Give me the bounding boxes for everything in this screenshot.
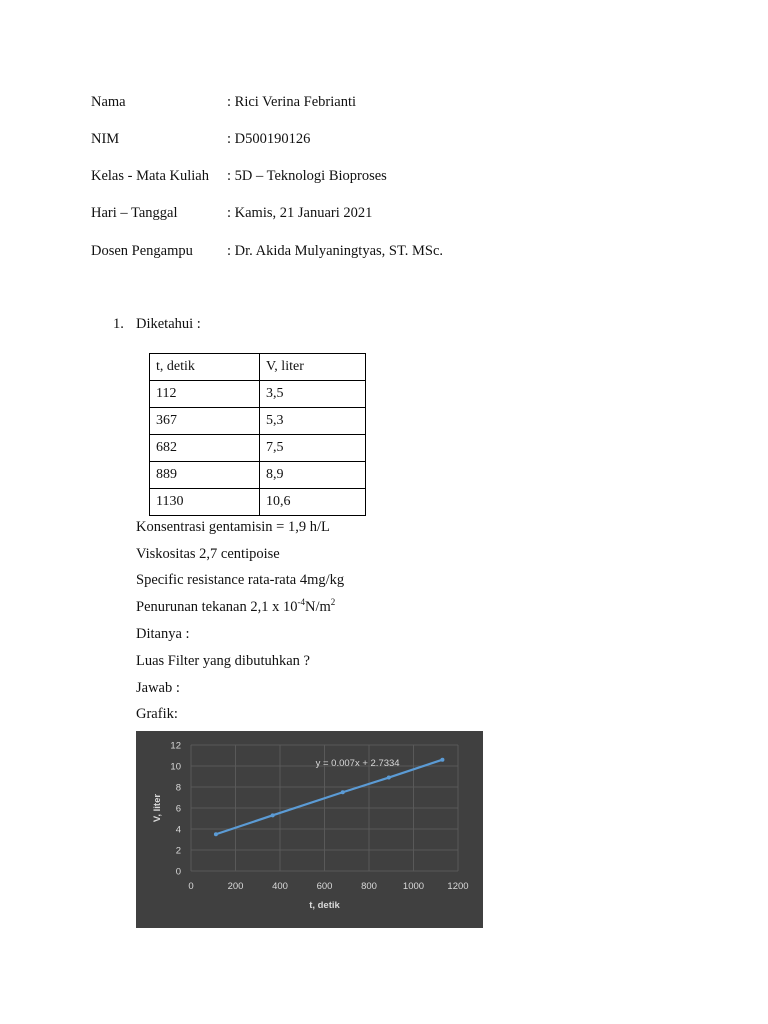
y-axis-title: V, liter: [152, 793, 163, 823]
specific-resistance-text: Specific resistance rata-rata 4mg/kg: [136, 572, 345, 588]
y-tick-label: 6: [175, 803, 181, 815]
table-header-row: [150, 354, 366, 381]
x-tick-label: 0: [188, 881, 194, 892]
info-label: Dosen Pengampu: [91, 243, 193, 259]
data-point: [214, 832, 218, 836]
series-line: [216, 757, 443, 835]
question-number: 1.: [113, 316, 124, 332]
table-cell: 3,5: [260, 381, 366, 408]
info-label: Hari – Tanggal: [91, 205, 178, 221]
x-tick-label: 1200: [447, 881, 469, 892]
jawab-text: Jawab :: [136, 680, 180, 696]
penurunan-unit: N/m: [304, 599, 331, 615]
grafik-text: Grafik:: [136, 706, 178, 722]
x-tick-label: 400: [272, 881, 288, 892]
data-point: [387, 776, 391, 780]
table-row: [150, 489, 366, 516]
info-value: : Dr. Akida Mulyaningtyas, ST. MSc.: [227, 243, 444, 259]
luas-filter-text: Luas Filter yang dibutuhkan ?: [136, 653, 310, 669]
trendline-equation: y = 0.007x + 2.7334: [315, 757, 400, 769]
table-cell: 682: [150, 435, 260, 462]
y-tick-label: 0: [175, 866, 181, 878]
info-value: : Rici Verina Febrianti: [227, 94, 356, 110]
info-label: Kelas - Mata Kuliah: [91, 168, 209, 184]
table-row: [150, 462, 366, 489]
chart-container: [136, 731, 483, 928]
penurunan-prefix: Penurunan tekanan 2,1 x 10: [136, 599, 298, 615]
table-cell: 8,9: [260, 462, 366, 489]
viskositas-text: Viskositas 2,7 centipoise: [136, 546, 280, 562]
x-tick-label: 200: [227, 881, 244, 892]
table-cell: 367: [150, 408, 260, 435]
table-cell: 10,6: [260, 489, 366, 516]
info-value: : D500190126: [227, 131, 311, 147]
data-point: [341, 790, 345, 794]
penurunan-unit-exponent: 2: [330, 597, 336, 608]
info-value: : 5D – Teknologi Bioproses: [227, 168, 387, 184]
table-cell: 112: [150, 381, 260, 408]
data-table: [149, 353, 366, 516]
table-cell: 7,5: [260, 435, 366, 462]
table-row: [150, 435, 366, 462]
y-tick-label: 10: [170, 761, 181, 773]
y-tick-label: 8: [175, 782, 181, 794]
x-tick-label: 800: [361, 881, 377, 892]
y-tick-label: 2: [175, 845, 181, 857]
ditanya-text: Ditanya :: [136, 626, 190, 642]
konsentrasi-text: Konsentrasi gentamisin = 1,9 h/L: [136, 519, 330, 535]
x-tick-label: 600: [316, 881, 333, 892]
info-value: : Kamis, 21 Januari 2021: [227, 205, 373, 221]
table-cell: 1130: [150, 489, 260, 516]
table-header-cell: t, detik: [150, 354, 260, 381]
penurunan-tekanan-text: [136, 597, 335, 617]
table-row: [150, 408, 366, 435]
table-row: [150, 381, 366, 408]
scatter-chart: [136, 731, 483, 928]
y-tick-label: 4: [175, 824, 181, 836]
info-label: Nama: [91, 94, 126, 110]
table-cell: 5,3: [260, 408, 366, 435]
x-axis-title: t, detik: [309, 900, 340, 911]
table-cell: 889: [150, 462, 260, 489]
question-heading: Diketahui :: [136, 316, 201, 332]
y-tick-label: 12: [170, 740, 181, 752]
data-point: [271, 813, 275, 817]
table-header-cell: V, liter: [260, 354, 366, 381]
x-tick-label: 1000: [402, 881, 425, 892]
info-label: NIM: [91, 131, 120, 147]
penurunan-exponent: -4: [297, 597, 305, 608]
data-point: [440, 758, 444, 762]
